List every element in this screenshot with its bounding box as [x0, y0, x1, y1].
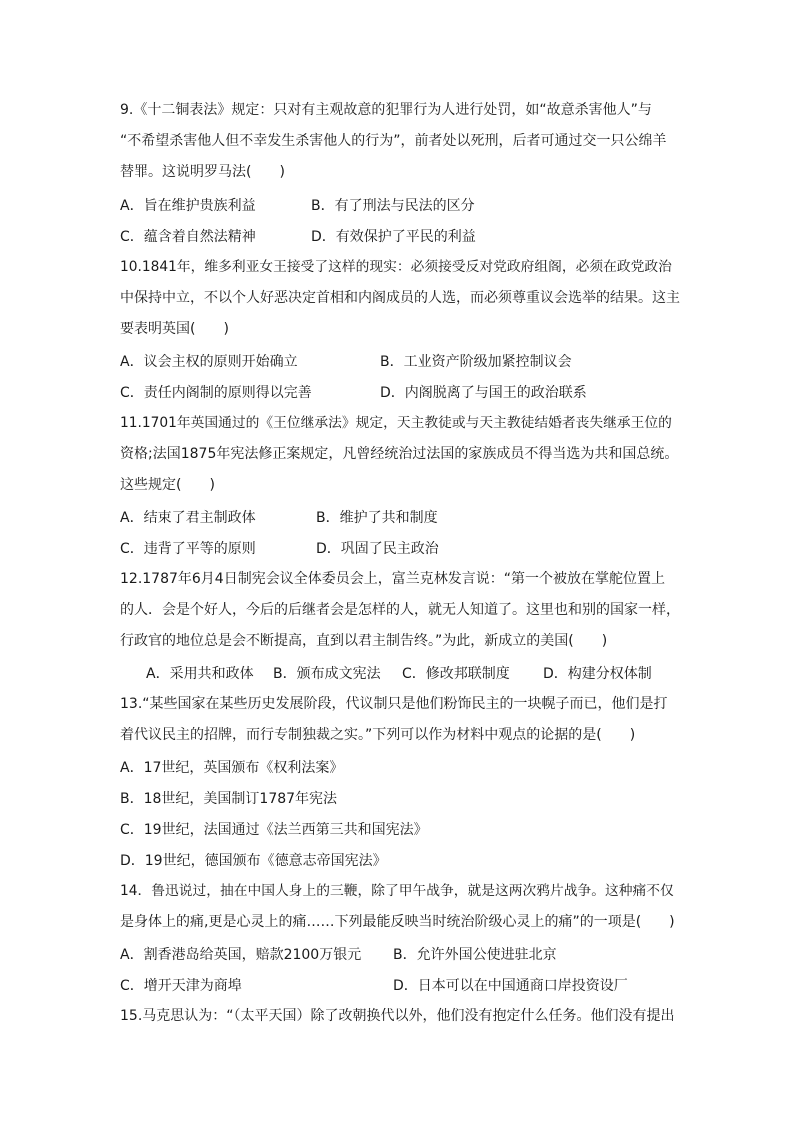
- stem-line: “不希望杀害他人但不幸发生杀害他人的行为”，前者处以死刑，后者可通过交一只公绵羊: [120, 133, 667, 149]
- option-c: C．违背了平等的原则: [120, 541, 256, 557]
- stem-line: 的人．会是个好人，今后的后继者会是怎样的人，就无人知道了。这里也和别的国家一样，: [120, 602, 680, 618]
- option-b: B．有了刑法与民法的区分: [311, 198, 475, 214]
- option-d: D．日本可以在中国通商口岸投资设厂: [393, 978, 628, 994]
- option-a: A．结束了君主制政体: [120, 510, 256, 526]
- option-c: C．责任内阁制的原则得以完善: [120, 385, 312, 401]
- option-b: B．工业资产阶级加紧控制议会: [380, 354, 572, 370]
- question-9: [120, 95, 680, 188]
- question-11: [120, 408, 680, 501]
- option-a: A．旨在维护贵族利益: [120, 198, 256, 214]
- question-stem: [120, 252, 680, 345]
- stem-line: 资格;法国1875年宪法修正案规定，凡曾经统治过法国的家族成员不得当选为共和国总统。: [120, 446, 679, 462]
- stem-line: 中保持中立，不以个人好恶决定首相和内阁成员的人选，而必须尊重议会选举的结果。这主: [120, 290, 680, 306]
- question-10: [120, 252, 680, 345]
- stem-line: 12.1787年6月4日制宪会议全体委员会上，富兰克林发言说：“第一个被放在掌舵位置上: [120, 571, 665, 587]
- option-a: A．议会主权的原则开始确立: [120, 354, 298, 370]
- option-c: C．增开天津为商埠: [120, 978, 242, 994]
- stem-line: 10.1841年，维多利亚女王接受了这样的现实：必须接受反对党政府组阁，必须在政党政治: [120, 259, 672, 275]
- option-a: A．割香港岛给英国，赔款2100万银元: [120, 947, 362, 963]
- stem-line: 替罪。这说明罗马法( ): [120, 164, 285, 180]
- question-stem: [120, 408, 680, 501]
- stem-line: 9.《十二铜表法》规定：只对有主观故意的犯罪行为人进行处罚，如“故意杀害他人”与: [120, 102, 652, 118]
- question-stem: [120, 95, 680, 188]
- stem-line: 着代议民主的招牌，而行专制独裁之实。”下列可以作为材料中观点的论据的是( ): [120, 727, 636, 743]
- option-a: A．17世纪，英国颁布《权利法案》: [120, 760, 344, 776]
- stem-line: 要表明英国( ): [120, 321, 229, 337]
- stem-line: 这些规定( ): [120, 477, 215, 493]
- option-b: B．18世纪，美国制订1787年宪法: [120, 791, 338, 807]
- stem-line: 14．鲁迅说过，抽在中国人身上的三鞭，除了甲午战争，就是这两次鸦片战争。这种痛不仅: [120, 883, 674, 899]
- option-b: B．允许外国公使进驻北京: [393, 947, 557, 963]
- question-stem: [120, 876, 680, 938]
- question-15: [120, 1001, 680, 1032]
- stem-line: 11.1701年英国通过的《王位继承法》规定，天主教徒或与天主教徒结婚者丧失继承王位的: [120, 415, 672, 431]
- option-c: C．蕴含着自然法精神: [120, 229, 256, 245]
- stem-line: 行政官的地位总是会不断提高，直到以君主制告终。”为此，新成立的美国( ): [120, 633, 608, 649]
- option-d: D．构建分权体制: [543, 666, 652, 682]
- question-12: [120, 564, 680, 657]
- question-stem: [120, 1001, 680, 1032]
- option-a: A．采用共和政体: [146, 666, 254, 682]
- option-b: B．维护了共和制度: [316, 510, 438, 526]
- option-d: D．19世纪，德国颁布《德意志帝国宪法》: [120, 853, 387, 869]
- option-d: D．巩固了民主政治: [316, 541, 439, 557]
- question-stem: [120, 564, 680, 657]
- question-14: [120, 876, 680, 938]
- option-d: D．内阁脱离了与国王的政治联系: [380, 385, 587, 401]
- stem-line: 15.马克思认为：“（太平天国）除了改朝换代以外，他们没有抱定什么任务。他们没有提出: [120, 1008, 675, 1024]
- option-c: C．19世纪，法国通过《法兰西第三共和国宪法》: [120, 822, 428, 838]
- option-d: D．有效保护了平民的利益: [311, 229, 476, 245]
- question-stem: [120, 689, 680, 751]
- option-c: C．修改邦联制度: [402, 666, 510, 682]
- option-b: B．颁布成文宪法: [273, 666, 381, 682]
- stem-line: 13.“某些国家在某些历史发展阶段，代议制只是他们粉饰民主的一块幌子而已，他们是打: [120, 696, 668, 712]
- stem-line: 是身体上的痛,更是心灵上的痛……下列最能反映当时统治阶级心灵上的痛”的一项是( ): [120, 914, 675, 930]
- question-13: [120, 689, 680, 751]
